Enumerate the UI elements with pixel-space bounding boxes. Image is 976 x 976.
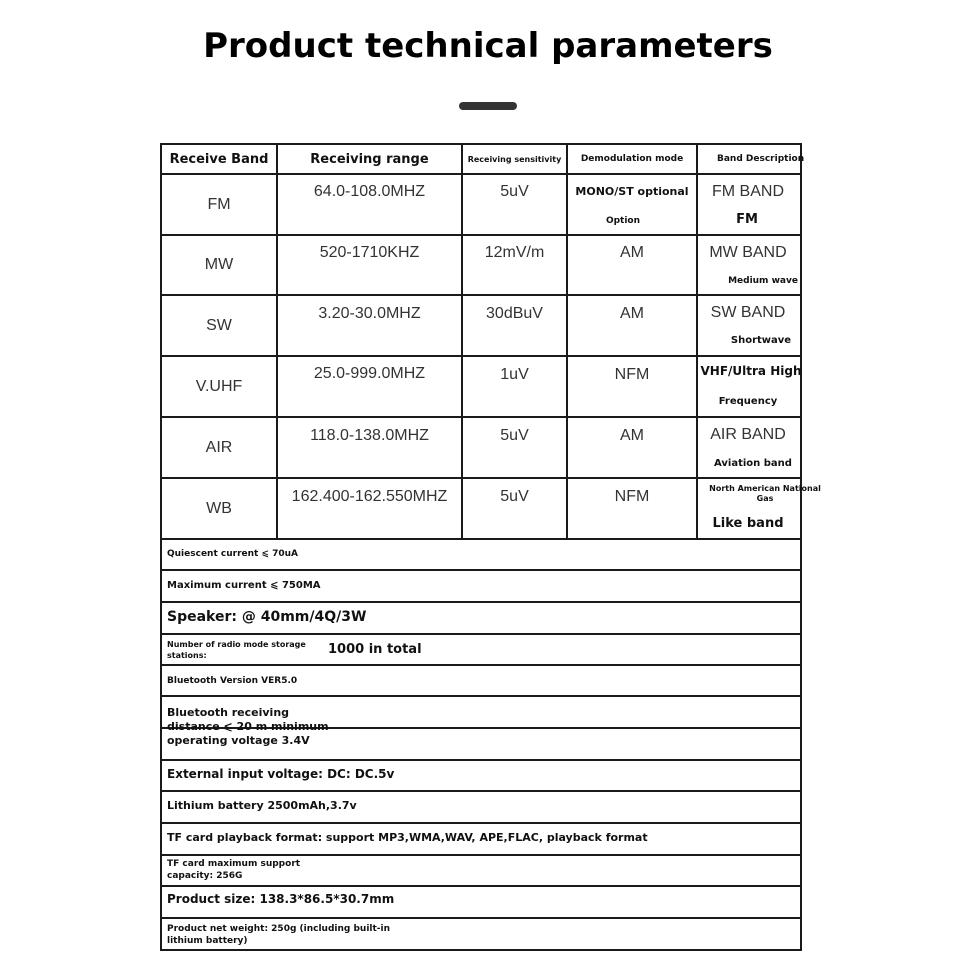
sensitivity-mw: 12mV/m bbox=[484, 244, 545, 261]
spec-row-divider bbox=[160, 854, 802, 856]
header-receiving-range: Receiving range bbox=[310, 151, 429, 167]
desc-mw: MW BAND bbox=[709, 244, 787, 261]
desc-fm-sub: FM bbox=[736, 212, 758, 227]
spec-product-weight bbox=[167, 923, 390, 947]
spec-tf-format: TF card playback format: support MP3,WMA,WAV, APE,FLAC, playback format bbox=[167, 831, 648, 844]
table-border-bottom bbox=[160, 949, 802, 951]
title-divider bbox=[459, 102, 517, 110]
desc-air-sub: Aviation band bbox=[714, 458, 792, 469]
spec-lithium-battery: Lithium battery 2500mAh,3.7v bbox=[167, 799, 357, 812]
spec-tf-capacity bbox=[167, 858, 300, 882]
range-fm: 64.0-108.0MHZ bbox=[313, 183, 426, 200]
mode-sw: AM bbox=[620, 305, 644, 322]
spec-bluetooth-distance-line3: operating voltage 3.4V bbox=[167, 734, 310, 747]
spec-tf-capacity-line1: TF card maximum support bbox=[167, 859, 301, 869]
mode-vuhf: NFM bbox=[614, 366, 650, 383]
range-air: 118.0-138.0MHZ bbox=[310, 427, 429, 444]
spec-storage-label-line2: stations: bbox=[167, 651, 207, 660]
sensitivity-wb: 5uV bbox=[500, 488, 529, 505]
column-divider bbox=[696, 143, 698, 540]
header-receive-band: Receive Band bbox=[169, 151, 269, 167]
mode-wb: NFM bbox=[614, 488, 650, 505]
spec-row-divider bbox=[160, 790, 802, 792]
spec-product-size: Product size: 138.3*86.5*30.7mm bbox=[167, 892, 395, 906]
spec-row-divider bbox=[160, 822, 802, 824]
desc-air: AIR BAND bbox=[710, 426, 786, 443]
spec-row-divider bbox=[160, 601, 802, 603]
spec-row-divider bbox=[160, 917, 802, 919]
spec-bluetooth-distance-line1: Bluetooth receiving bbox=[167, 706, 290, 719]
band-sw: SW bbox=[206, 316, 232, 334]
spec-row-divider bbox=[160, 633, 802, 635]
band-fm: FM bbox=[207, 195, 231, 213]
range-vuhf: 25.0-999.0MHZ bbox=[313, 365, 426, 382]
header-receiving-sensitivity: Receiving sensitivity bbox=[467, 154, 562, 164]
spec-tf-capacity-line2: capacity: 256G bbox=[167, 871, 243, 881]
mode-mw: AM bbox=[620, 244, 644, 261]
page-title: Product technical parameters bbox=[203, 26, 773, 66]
spec-speaker: Speaker: @ 40mm/4Q/3W bbox=[167, 609, 367, 625]
desc-wb-sub: Like band bbox=[712, 516, 784, 531]
table-row-divider bbox=[160, 538, 802, 540]
mode-fm: MONO/ST optional bbox=[575, 184, 689, 198]
band-vuhf: V.UHF bbox=[195, 377, 243, 395]
spec-row-divider bbox=[160, 664, 802, 666]
range-sw: 3.20-30.0MHZ bbox=[318, 305, 421, 322]
desc-mw-sub: Medium wave bbox=[728, 276, 798, 286]
band-wb: WB bbox=[206, 499, 232, 517]
desc-wb: North American National Gas bbox=[709, 484, 821, 503]
desc-sw: SW BAND bbox=[710, 304, 786, 321]
spec-storage-label-line1: Number of radio mode storage bbox=[167, 640, 306, 649]
spec-storage-value: 1000 in total bbox=[328, 642, 422, 657]
header-demodulation-mode: Demodulation mode bbox=[580, 154, 684, 164]
sensitivity-fm: 5uV bbox=[500, 183, 529, 200]
mode-air: AM bbox=[620, 427, 644, 444]
spec-row-divider bbox=[160, 695, 802, 697]
spec-maximum-current: Maximum current ⩽ 750MA bbox=[167, 580, 321, 591]
band-mw: MW bbox=[204, 256, 234, 273]
spec-row-divider bbox=[160, 759, 802, 761]
desc-vuhf: VHF/Ultra High bbox=[700, 364, 802, 378]
table-border-right bbox=[800, 143, 802, 951]
spec-bluetooth-distance bbox=[167, 706, 329, 748]
spec-external-input: External input voltage: DC: DC.5v bbox=[167, 767, 395, 781]
spec-row-divider bbox=[160, 885, 802, 887]
spec-bluetooth-version: Bluetooth Version VER5.0 bbox=[167, 676, 298, 686]
spec-product-weight-line1: Product net weight: 250g (including built-in bbox=[167, 924, 391, 934]
band-air: AIR bbox=[205, 438, 233, 456]
column-divider bbox=[566, 143, 568, 540]
sensitivity-sw: 30dBuV bbox=[486, 305, 543, 322]
spec-storage-label bbox=[167, 639, 306, 661]
desc-vuhf-sub: Frequency bbox=[718, 396, 778, 407]
desc-sw-sub: Shortwave bbox=[730, 335, 792, 346]
desc-fm: FM BAND bbox=[712, 183, 784, 200]
mode-fm-sub: Option bbox=[605, 216, 641, 226]
sensitivity-air: 5uV bbox=[500, 427, 529, 444]
sensitivity-vuhf: 1uV bbox=[500, 366, 529, 383]
range-mw: 520-1710KHZ bbox=[319, 244, 420, 261]
spec-quiescent-current: Quiescent current ⩽ 70uA bbox=[167, 549, 299, 559]
spec-row-divider bbox=[160, 569, 802, 571]
spec-product-weight-line2: lithium battery) bbox=[167, 936, 248, 946]
header-band-description: Band Description bbox=[717, 154, 805, 164]
range-wb: 162.400-162.550MHZ bbox=[291, 488, 448, 505]
spec-bluetooth-distance-line2: distance ⩽ 20 m minimum bbox=[167, 720, 329, 733]
